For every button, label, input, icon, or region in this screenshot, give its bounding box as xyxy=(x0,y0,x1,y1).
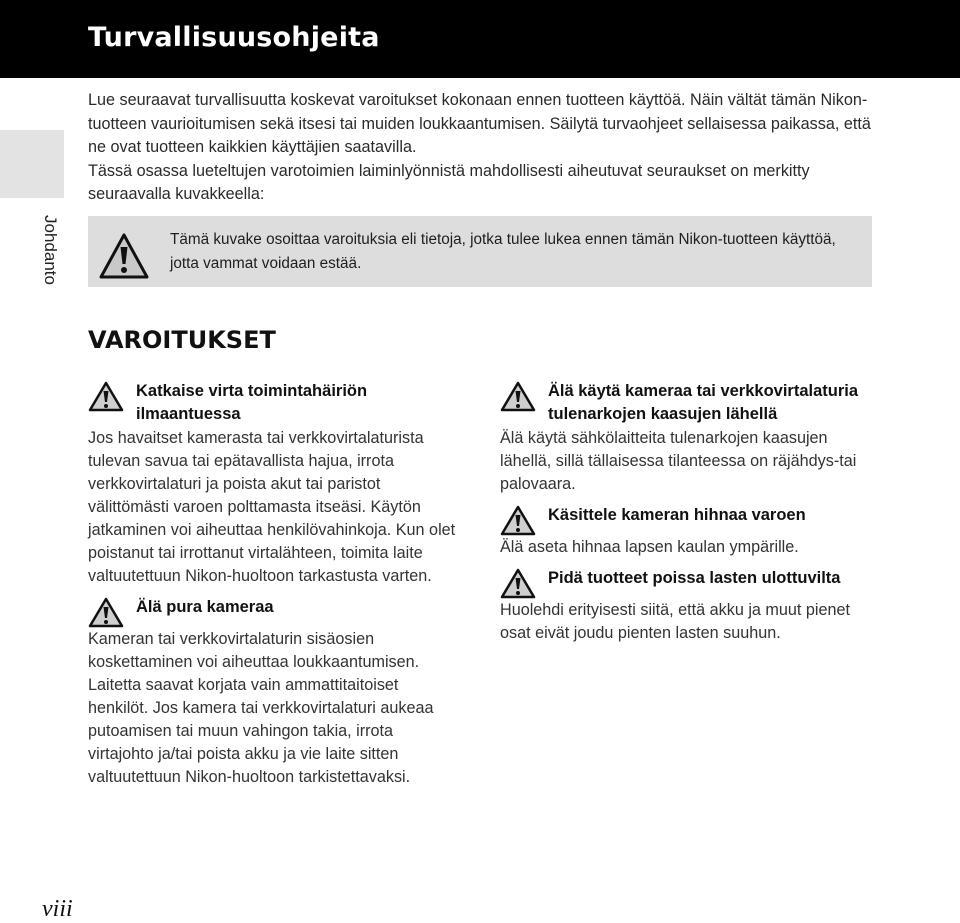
warning-title: Älä käytä kameraa tai verkkovirtalaturia tulenarkojen kaasujen lähellä xyxy=(548,382,859,423)
warning-triangle-icon xyxy=(500,381,536,412)
intro-paragraph-2: Tässä osassa lueteltujen varotoimien laiminlyönnistä mahdollisesti aiheutuvat seuraukset on merkitty seuraavalla kuvakkeella: xyxy=(88,161,810,203)
warning-body: Kameran tai verkkovirtalaturin sisäosien koskettaminen voi aiheuttaa loukkaantumisen. Laitetta saavat korjata vain ammattitaitoiset henkilöt. Jos kamera tai verkkovirtalaturi aukeaa putoamisen tai muun vahingon takia, irrota virtajohto ja/tai poista akku ja vie laite sitten valtuutettuun Nikon-huoltoon tarkistettavaksi. xyxy=(88,630,434,786)
page-title: Turvallisuusohjeita xyxy=(88,22,380,53)
side-tab-label: Johdanto xyxy=(41,215,60,285)
notice-text: Tämä kuvake osoittaa varoituksia eli tietoja, jotka tulee lukea ennen tämän Nikon-tuotteen käyttöä, jotta vammat voidaan estää. xyxy=(170,231,836,272)
warning-triangle-icon xyxy=(88,597,124,628)
warnings-right-column xyxy=(500,380,872,653)
section-title: VAROITUKSET xyxy=(88,326,276,354)
warning-title: Käsittele kameran hihnaa varoen xyxy=(548,506,806,524)
header-bar xyxy=(0,0,960,78)
warning-triangle-icon xyxy=(88,381,124,412)
warning-body: Jos havaitset kamerasta tai verkkovirtalaturista tulevan savua tai epätavallista hajua, irrota verkkovirtalaturi ja poista akut tai paristot välittömästi varoen polttamasta itseäsi. Käytön jatkaminen voi aiheuttaa henkilövahinkoja. Kun olet poistanut tai irrottanut virtalähteen, toimita laite valtuutettuun Nikon-huoltoon tarkastusta varten. xyxy=(88,429,456,585)
intro-paragraph-1: Lue seuraavat turvallisuutta koskevat varoitukset kokonaan ennen tuotteen käyttöä. Näin vältät tämän Nikon-tuotteen vaurioitumisen sekä itsesi tai muiden loukkaantumisen. Säilytä turvaohjeet sellaisessa paikassa, että ne ovat tuotteen kaikkien käyttäjien saatavilla. xyxy=(88,91,871,156)
warning-item xyxy=(500,567,872,645)
intro-text xyxy=(88,89,878,207)
warning-triangle-icon xyxy=(500,568,536,599)
warning-item xyxy=(500,504,872,559)
warning-title: Älä pura kameraa xyxy=(136,598,274,616)
page-number: viii xyxy=(42,896,73,922)
warning-item xyxy=(88,596,460,789)
warning-body: Älä aseta hihnaa lapsen kaulan ympärille. xyxy=(500,538,799,556)
warning-title: Katkaise virta toimintahäiriön ilmaantuessa xyxy=(136,382,368,423)
side-tab-marker xyxy=(0,130,64,198)
warning-body: Älä käytä sähkölaitteita tulenarkojen kaasujen lähellä, sillä tällaisessa tilanteessa on räjähdys-tai palovaara. xyxy=(500,429,857,493)
notice-box xyxy=(88,216,872,287)
warning-body: Huolehdi erityisesti siitä, että akku ja muut pienet osat eivät joudu pienten lasten suuhun. xyxy=(500,601,851,642)
warning-triangle-icon xyxy=(98,232,150,280)
warning-item xyxy=(500,380,872,496)
warning-item xyxy=(88,380,460,588)
warning-title: Pidä tuotteet poissa lasten ulottuvilta xyxy=(548,569,841,587)
warnings-left-column xyxy=(88,380,460,797)
warning-triangle-icon xyxy=(500,505,536,536)
